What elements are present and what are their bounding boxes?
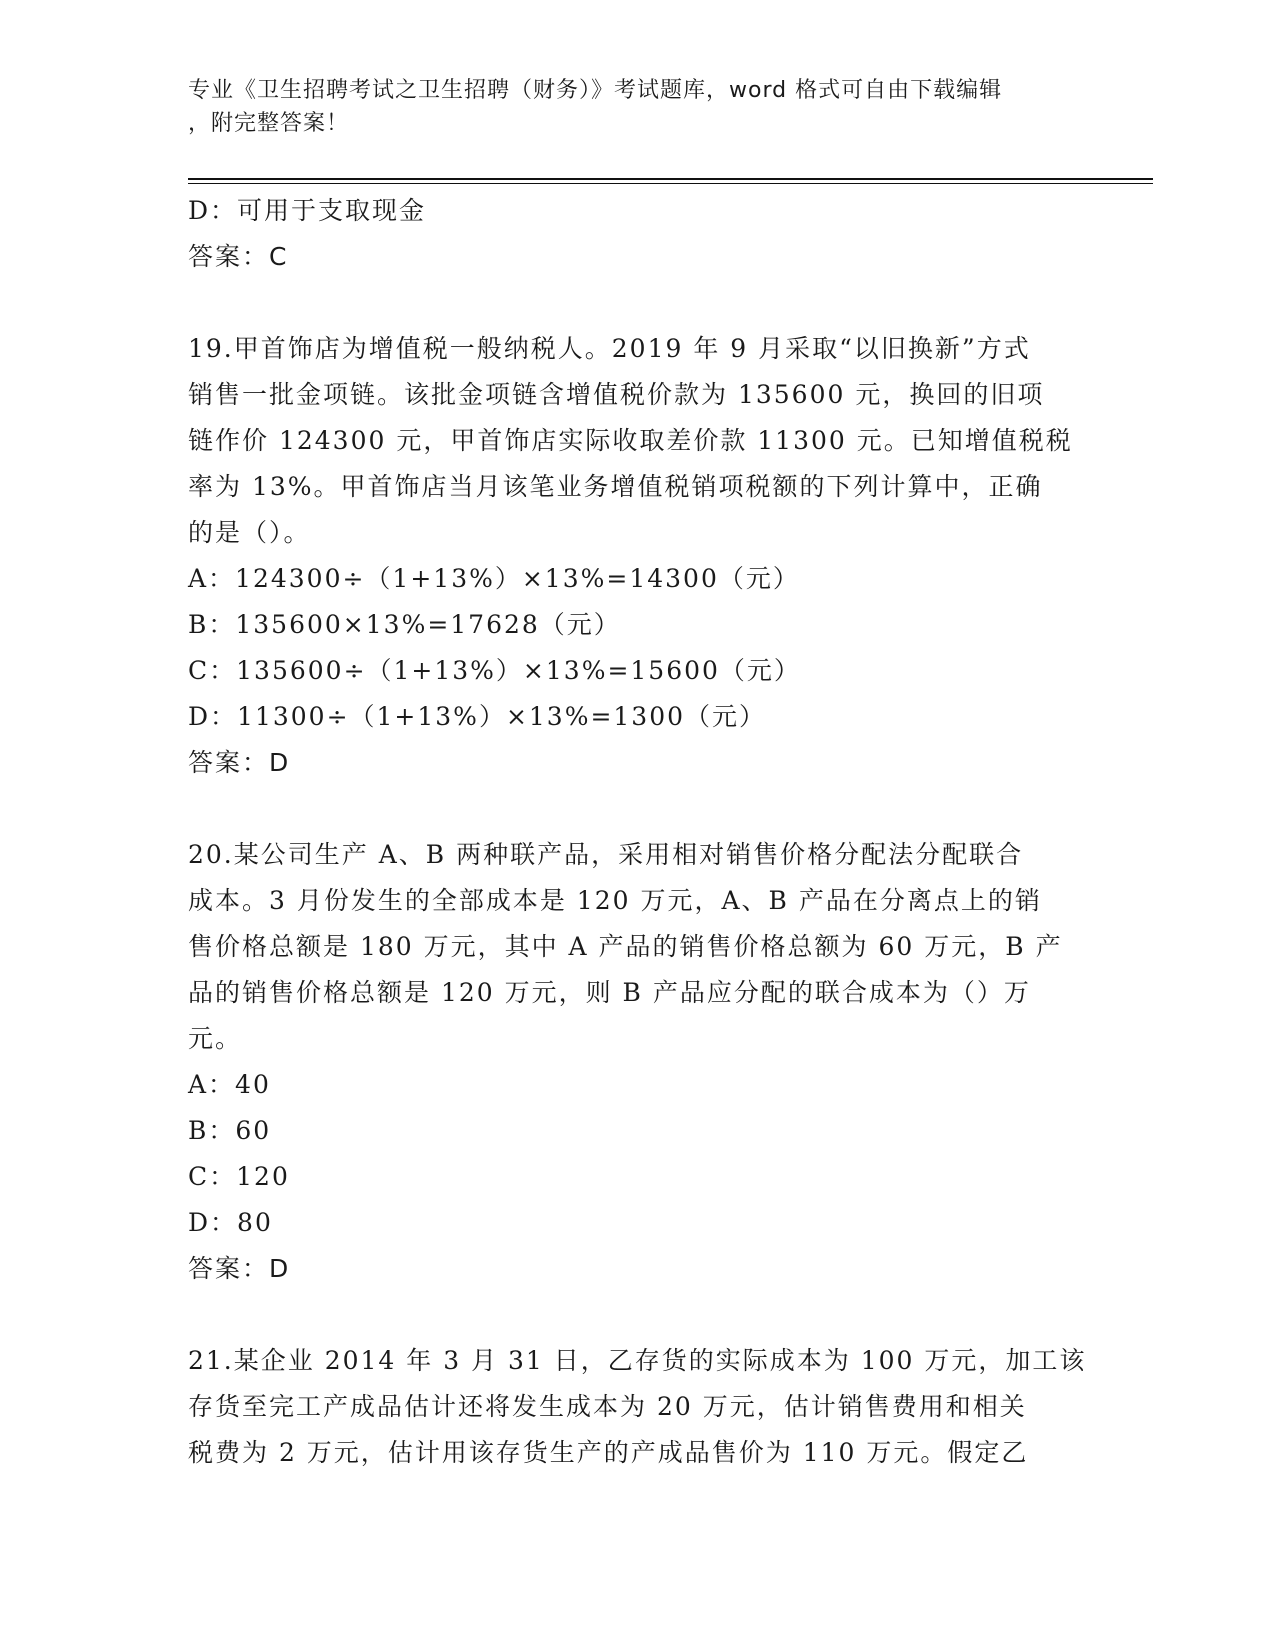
document-header: [188, 74, 1078, 140]
question-text-line: 21.某企业 2014 年 3 月 31 日，乙存货的实际成本为 100 万元，加工该: [188, 1346, 1087, 1375]
question-text-line: 的是（）。: [188, 518, 311, 547]
previous-question-tail: [188, 188, 1088, 280]
question-text-line: 销售一批金项链。该批金项链含增值税价款为 135600 元，换回的旧项: [188, 380, 1045, 409]
option-d: D：80: [188, 1208, 273, 1237]
header-line-2: ，附完整答案！: [188, 111, 350, 136]
option-b: B：60: [188, 1116, 272, 1145]
spacer: [188, 280, 1088, 326]
option-d: D：11300÷（1+13%）×13%=1300（元）: [188, 702, 767, 731]
answer-line: 答案：C: [188, 242, 289, 271]
spacer: [188, 786, 1088, 832]
header-divider-thick: [188, 178, 1153, 180]
header-line-1: 专业《卫生招聘考试之卫生招聘（财务）》考试题库，word 格式可自由下载编辑: [188, 78, 1003, 103]
document-body: [188, 188, 1088, 1476]
option-b: B：135600×13%=17628（元）: [188, 610, 621, 639]
question-20: [188, 832, 1088, 1292]
question-text-line: 成本。3 月份发生的全部成本是 120 万元，A、B 产品在分离点上的销: [188, 886, 1042, 915]
option-c: C：135600÷（1+13%）×13%=15600（元）: [188, 656, 801, 685]
header-divider-thin: [188, 183, 1153, 184]
question-text-line: 19.甲首饰店为增值税一般纳税人。2019 年 9 月采取“以旧换新”方式: [188, 334, 1031, 363]
answer-line: 答案：D: [188, 1254, 291, 1283]
spacer: [188, 1292, 1088, 1338]
question-text-line: 元。: [188, 1024, 243, 1053]
question-text-line: 20.某公司生产 A、B 两种联产品，采用相对销售价格分配法分配联合: [188, 840, 1024, 869]
question-text-line: 链作价 124300 元，甲首饰店实际收取差价款 11300 元。已知增值税税: [188, 426, 1073, 455]
option-a: A：124300÷（1+13%）×13%=14300（元）: [188, 564, 800, 593]
question-text-line: 率为 13%。甲首饰店当月该笔业务增值税销项税额的下列计算中，正确: [188, 472, 1043, 501]
question-text-line: 售价格总额是 180 万元，其中 A 产品的销售价格总额为 60 万元，B 产: [188, 932, 1063, 961]
question-text-line: 品的销售价格总额是 120 万元，则 B 产品应分配的联合成本为（）万: [188, 978, 1031, 1007]
question-text-line: 税费为 2 万元，估计用该存货生产的产成品售价为 110 万元。假定乙: [188, 1438, 1029, 1467]
option-d: D：可用于支取现金: [188, 196, 427, 225]
question-text-line: 存货至完工产成品估计还将发生成本为 20 万元，估计销售费用和相关: [188, 1392, 1027, 1421]
option-a: A：40: [188, 1070, 271, 1099]
question-21: [188, 1338, 1088, 1476]
option-c: C：120: [188, 1162, 290, 1191]
question-19: [188, 326, 1088, 786]
answer-line: 答案：D: [188, 748, 291, 777]
